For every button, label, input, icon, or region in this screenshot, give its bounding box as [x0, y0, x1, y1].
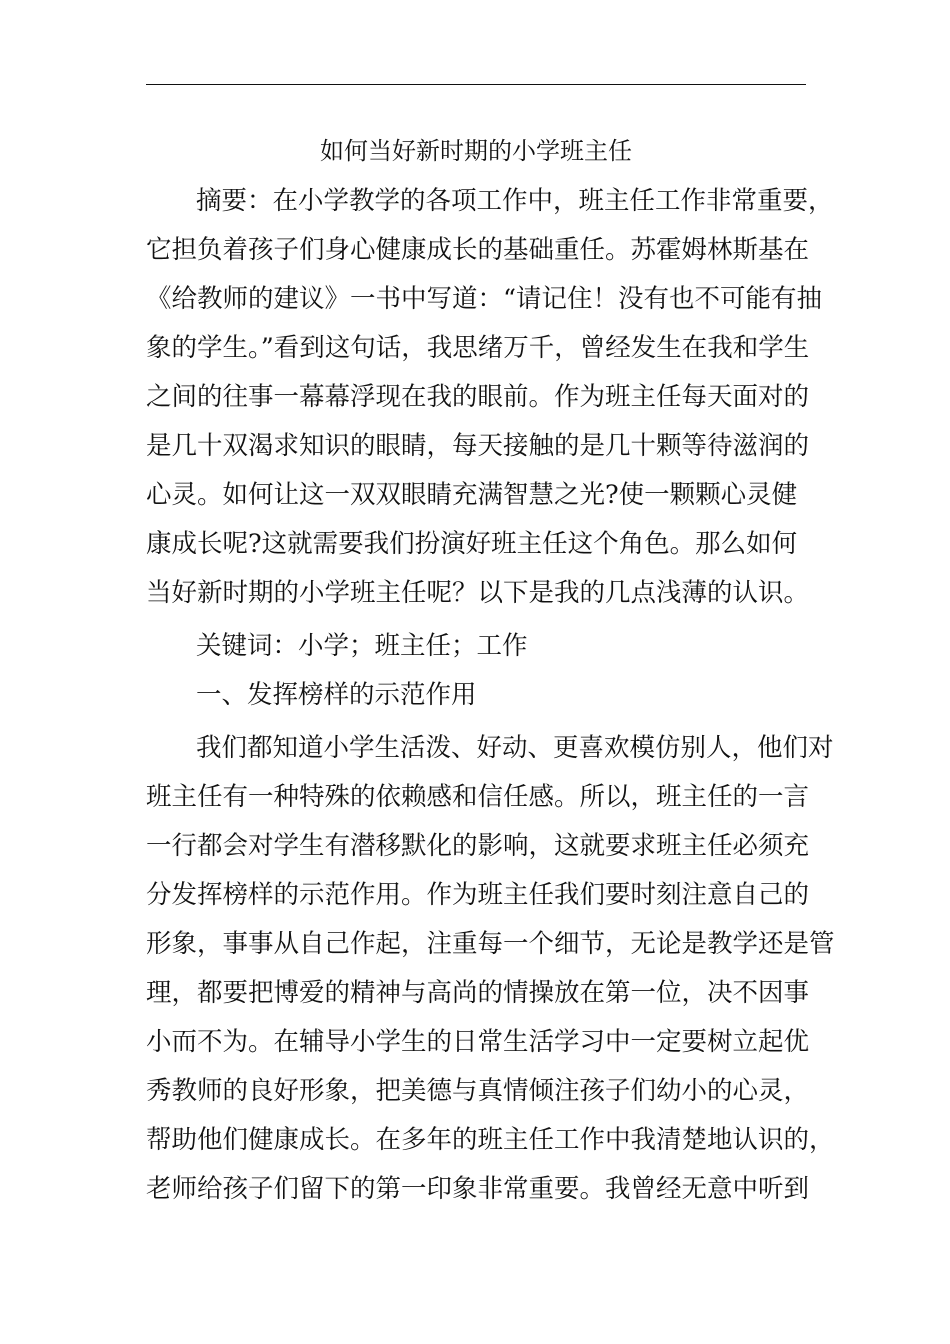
abstract-line-3: 《给教师的建议》一书中写道：“请记住！没有也不可能有抽: [146, 284, 823, 314]
abstract-line-6: 是几十双渴求知识的眼睛，每天接触的是几十颗等待滋润的: [146, 431, 810, 461]
body-line-4: 分发挥榜样的示范作用。作为班主任我们要时刻注意自己的: [146, 880, 810, 910]
section-heading: 一、发挥榜样的示范作用: [196, 680, 477, 710]
body-line-2: 班主任有一种特殊的依赖感和信任感。所以，班主任的一言: [146, 782, 810, 812]
abstract-line-4: 象的学生。”看到这句话，我思绪万千，曾经发生在我和学生: [146, 333, 810, 363]
document-title: 如何当好新时期的小学班主任: [320, 137, 632, 165]
abstract-line-9: 当好新时期的小学班主任呢？以下是我的几点浅薄的认识。: [146, 578, 810, 608]
body-line-7: 小而不为。在辅导小学生的日常生活学习中一定要树立起优: [146, 1027, 810, 1057]
keywords-line: 关键词：小学；班主任；工作: [196, 631, 528, 661]
header-rule: [146, 84, 806, 85]
abstract-line-5: 之间的往事一幕幕浮现在我的眼前。作为班主任每天面对的: [146, 382, 810, 412]
body-line-5: 形象，事事从自己作起，注重每一个细节，无论是教学还是管: [146, 929, 835, 959]
body-line-1: 我们都知道小学生活泼、好动、更喜欢模仿别人，他们对: [196, 733, 834, 763]
body-line-8: 秀教师的良好形象，把美德与真情倾注孩子们幼小的心灵，: [146, 1076, 810, 1106]
body-line-9: 帮助他们健康成长。在多年的班主任工作中我清楚地认识的，: [146, 1125, 835, 1155]
body-line-6: 理，都要把博爱的精神与高尚的情操放在第一位，决不因事: [146, 978, 810, 1008]
abstract-line-8: 康成长呢?这就需要我们扮演好班主任这个角色。那么如何: [146, 529, 798, 559]
abstract-line-1: 摘要：在小学教学的各项工作中，班主任工作非常重要，: [196, 186, 834, 216]
abstract-line-7: 心灵。如何让这一双双眼睛充满智慧之光?使一颗颗心灵健: [146, 480, 798, 510]
abstract-line-2: 它担负着孩子们身心健康成长的基础重任。苏霍姆林斯基在: [146, 235, 810, 265]
body-line-10: 老师给孩子们留下的第一印象非常重要。我曾经无意中听到: [146, 1174, 810, 1204]
body-line-3: 一行都会对学生有潜移默化的影响，这就要求班主任必须充: [146, 831, 810, 861]
